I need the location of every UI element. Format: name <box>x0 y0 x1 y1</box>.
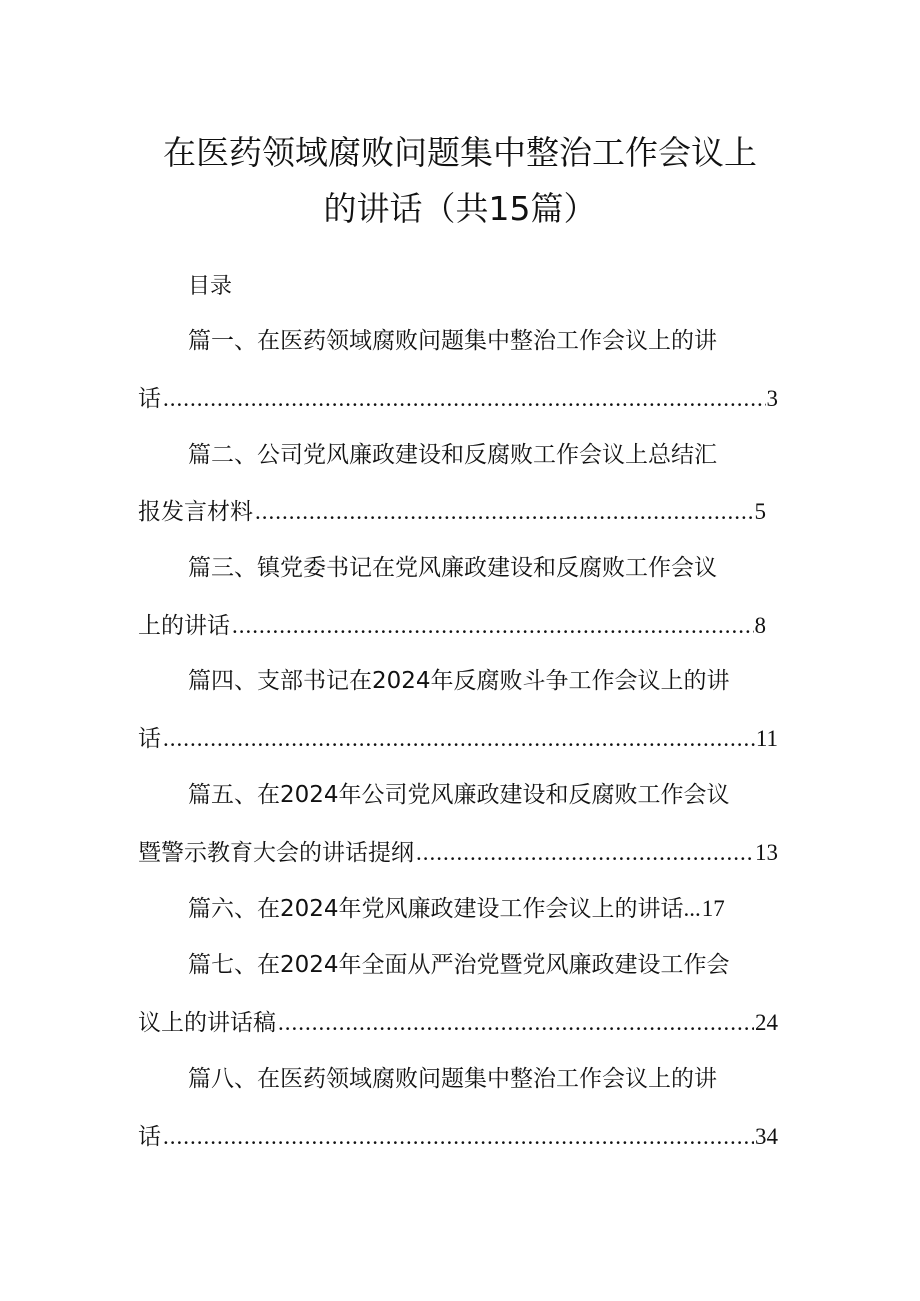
toc-entry-2-title: 篇二、公司党风廉政建设和反腐败工作会议上总结汇 <box>188 442 717 468</box>
toc-entry-7-title: 篇七、在2024年全面从严治党暨党风廉政建设工作会 <box>188 952 730 978</box>
dot-leader <box>416 838 754 868</box>
toc-entry-1[interactable] <box>138 384 778 414</box>
toc-entry-1-title: 篇一、在医药领域腐败问题集中整治工作会议上的讲 <box>188 328 717 354</box>
toc-entry-3-continuation: 上的讲话 <box>138 613 230 639</box>
toc-entry-8[interactable] <box>138 1122 778 1152</box>
toc-entry-2-page: 5 <box>754 499 766 524</box>
toc-entry-6-title: 篇六、在2024年党风廉政建设工作会议上的讲话 <box>188 896 684 922</box>
toc-entry-3[interactable] <box>138 611 766 641</box>
dot-leader <box>278 1008 754 1038</box>
toc-entry-8-title: 篇八、在医药领域腐败问题集中整治工作会议上的讲 <box>188 1066 717 1092</box>
toc-entry-8-page: 34 <box>755 1124 778 1149</box>
toc-entry-5-page: 13 <box>755 840 778 865</box>
toc-entry-6-page: 17 <box>701 896 725 921</box>
toc-entry-7-page: 24 <box>755 1010 778 1035</box>
dot-leader: ... <box>683 896 701 921</box>
dot-leader <box>163 384 766 414</box>
dot-leader <box>255 497 754 527</box>
toc-entry-1-page: 3 <box>766 386 778 411</box>
dot-leader <box>232 611 754 641</box>
toc-entry-8-continuation: 话 <box>138 1124 161 1150</box>
toc-entry-4-title: 篇四、支部书记在2024年反腐败斗争工作会议上的讲 <box>188 668 730 694</box>
toc-entry-4[interactable] <box>138 724 778 754</box>
toc-entry-7[interactable] <box>138 1008 778 1038</box>
toc-entry-1-continuation: 话 <box>138 386 161 412</box>
toc-entry-5[interactable] <box>138 838 778 868</box>
toc-entry-2[interactable] <box>138 497 766 527</box>
dot-leader <box>163 724 755 754</box>
toc-entry-4-page: 11 <box>755 726 778 751</box>
dot-leader <box>163 1122 754 1152</box>
toc-entry-3-page: 8 <box>754 613 766 638</box>
document-title-line-1: 在医药领域腐败问题集中整治工作会议上 <box>163 133 757 172</box>
document-title-line-2: 的讲话（共15篇） <box>323 189 597 228</box>
toc-entry-6[interactable] <box>188 894 736 924</box>
toc-entry-5-continuation: 暨警示教育大会的讲话提纲 <box>138 840 414 866</box>
toc-entry-2-continuation: 报发言材料 <box>138 499 253 525</box>
toc-heading: 目录 <box>188 274 233 299</box>
toc-entry-4-continuation: 话 <box>138 726 161 752</box>
toc-entry-3-title: 篇三、镇党委书记在党风廉政建设和反腐败工作会议 <box>188 555 717 581</box>
toc-entry-5-title: 篇五、在2024年公司党风廉政建设和反腐败工作会议 <box>188 782 730 808</box>
toc-entry-7-continuation: 议上的讲话稿 <box>138 1010 276 1036</box>
